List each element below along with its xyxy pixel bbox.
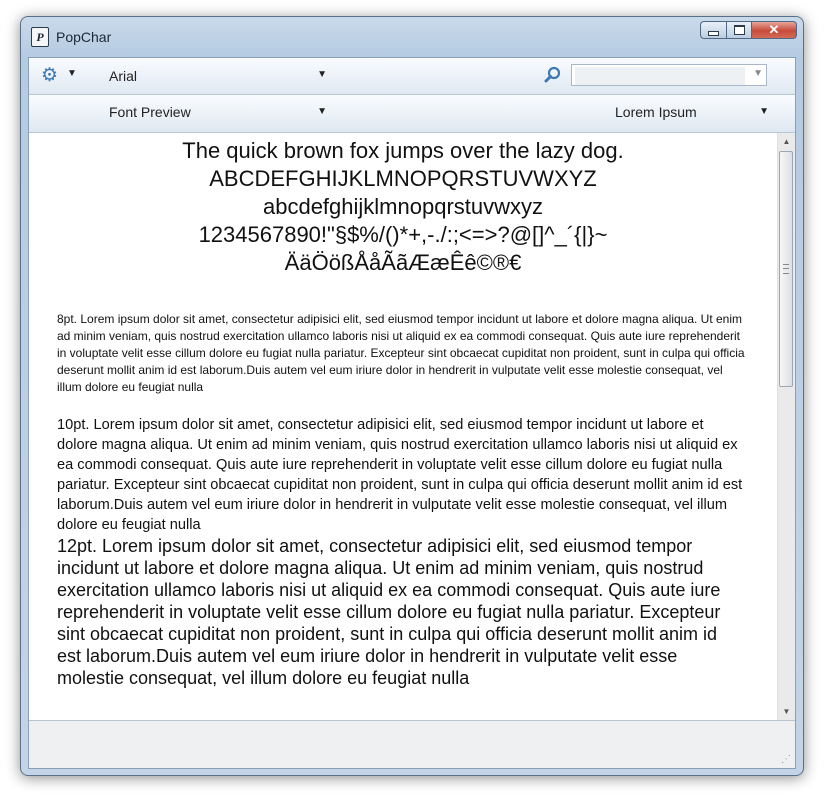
chevron-down-icon: ▼ — [759, 106, 769, 117]
maximize-button[interactable] — [726, 21, 752, 39]
title-bar[interactable] — [21, 17, 803, 57]
font-family-label: Arial — [109, 68, 138, 84]
font-toolbar — [29, 58, 795, 95]
maximize-icon — [734, 25, 745, 35]
character-sample — [29, 137, 777, 277]
vertical-scrollbar[interactable] — [777, 133, 795, 720]
sample-line-pangram: The quick brown fox jumps over the lazy dog. — [182, 138, 624, 163]
view-mode-label: Font Preview — [109, 104, 191, 120]
font-preview-pane[interactable] — [29, 133, 795, 721]
status-bar — [29, 721, 795, 768]
gear-icon[interactable]: ⚙ — [41, 65, 59, 86]
scroll-up-arrow-icon[interactable]: ▲ — [782, 137, 791, 146]
popchar-window — [20, 16, 804, 776]
close-button[interactable] — [752, 21, 797, 39]
search-icon[interactable] — [543, 65, 563, 85]
chevron-down-icon: ▼ — [317, 106, 327, 117]
minimize-button[interactable] — [700, 21, 726, 39]
paragraph-12pt: 12pt. Lorem ipsum dolor sit amet, consectetur adipisici elit, sed eiusmod tempor incidunt ut labore et dolore magna aliqua. Ut enim ad minim veniam, quis nostrud exercitation ullamco laboris nisi ut aliquid ex ea commodi consequat. Quis aute iure reprehenderit in voluptate velit esse cillum dolore eu fugiat nulla pariatur. Excepteur sint obcaecat cupiditat non proident, sunt in culpa qui officia deserunt mollit anim id est laborum.Duis autem vel eum iriure dolor in hendrerit in vulputate velit esse molestie consequat, vel illum dolore eu feugiat nulla — [57, 536, 721, 688]
grip-icon — [783, 264, 789, 274]
client-area — [28, 57, 796, 769]
scroll-thumb[interactable] — [779, 151, 793, 387]
window-title: PopChar — [56, 29, 112, 45]
window-controls — [700, 21, 797, 39]
sample-line-accented: ÄäÖößÅåÃãÆæÊê©®€ — [284, 250, 522, 275]
sample-line-digits-symbols: 1234567890!"§$%/()*+,-./:;<=>?@[]^_´{|}~ — [198, 222, 608, 247]
minimize-icon — [708, 31, 719, 36]
paragraph-10pt: 10pt. Lorem ipsum dolor sit amet, consectetur adipisici elit, sed eiusmod tempor incidunt ut labore et dolore magna aliqua. Ut enim ad minim veniam, quis nostrud exercitation ullamco laboris nisi ut aliquid ex ea commodi consequat. Quis aute iure reprehenderit in voluptate velit esse cillum dolore eu fugiat nulla pariatur. Excepteur sint obcaecat cupiditat non proident, sunt in culpa qui officia deserunt mollit anim id est laborum.Duis autem vel eum iriure dolor in hendrerit in vulputate velit esse molestie consequat, vel illum dolore eu feugiat nulla — [57, 417, 743, 533]
chevron-down-icon: ▼ — [317, 69, 327, 80]
sample-text-label: Lorem Ipsum — [615, 104, 697, 120]
search-input[interactable] — [575, 67, 745, 85]
paragraph-8pt: 8pt. Lorem ipsum dolor sit amet, consectetur adipisici elit, sed eiusmod tempor incidunt ut labore et dolore magna aliqua. Ut enim ad minim veniam, quis nostrud exercitation ullamco laboris nisi ut aliquid ex ea commodi consequat. Quis aute iure reprehenderit in voluptate velit esse cillum dolore eu fugiat nulla pariatur. Excepteur sint obcaecat cupiditat non proident, sunt in culpa qui officia deserunt mollit anim id est laborum.Duis autem vel eum iriure dolor in hendrerit in vulputate velit esse molestie consequat, vel illum dolore eu feugiat nulla — [57, 312, 745, 394]
settings-menu-arrow-icon[interactable]: ▼ — [67, 68, 77, 79]
sample-line-lowercase: abcdefghijklmnopqrstuvwxyz — [262, 194, 544, 219]
search-field[interactable] — [571, 64, 767, 86]
view-toolbar — [29, 95, 795, 133]
app-icon[interactable]: P — [31, 27, 49, 47]
close-icon: ✕ — [768, 22, 780, 37]
search-history-arrow-icon[interactable]: ▼ — [753, 68, 763, 79]
sample-line-uppercase: ABCDEFGHIJKLMNOPQRSTUVWXYZ — [209, 166, 597, 191]
font-family-select[interactable] — [109, 66, 327, 86]
view-mode-select[interactable] — [109, 104, 327, 124]
scroll-down-arrow-icon[interactable]: ▼ — [782, 707, 791, 716]
sample-text-select[interactable] — [615, 104, 769, 124]
resize-grip-icon[interactable]: ⋰ — [781, 754, 791, 765]
